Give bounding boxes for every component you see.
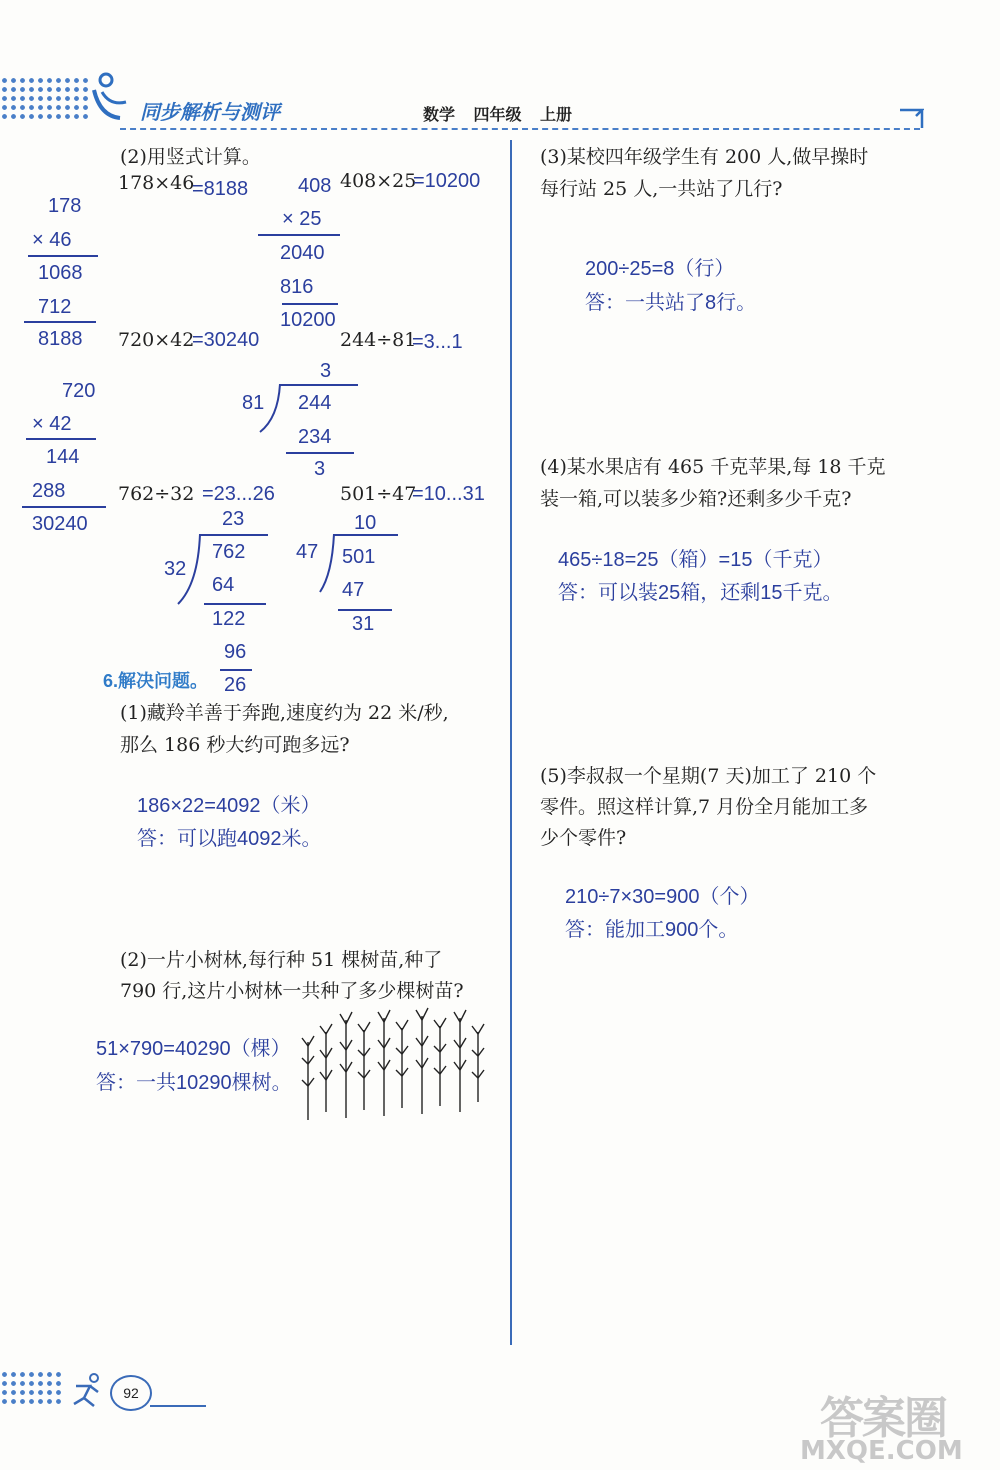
- q5-text: (5)李叔叔一个星期(7 天)加工了 210 个: [540, 765, 877, 787]
- footer-dot-pattern: [0, 1370, 62, 1406]
- p6-answer: =10...31: [412, 483, 485, 505]
- q5-answer-sentence: 答：能加工900个。: [565, 919, 739, 941]
- p1-rule: [28, 255, 98, 257]
- p1-row: 712: [38, 296, 72, 318]
- watermark-logo-text: 答案圈: [820, 1393, 946, 1444]
- p2-row: 2040: [280, 242, 325, 264]
- p2-top: 408: [298, 175, 332, 197]
- p1-row: × 46: [32, 229, 72, 251]
- column-divider: [510, 140, 512, 1345]
- p5-dividend: 762: [212, 541, 246, 563]
- p1-row: 178: [48, 195, 82, 217]
- page-header: [0, 70, 1000, 140]
- corner-arrow-icon: [898, 106, 924, 130]
- header-volume: 上册: [539, 107, 572, 124]
- q1-answer-equation: 186×22=4092（米）: [137, 795, 321, 817]
- p6-division-bracket: [318, 534, 338, 594]
- q5-answer-equation: 210÷7×30=900（个）: [565, 886, 760, 908]
- p2-row: × 25: [282, 208, 322, 230]
- q4-text: 装一箱,可以装多少箱?还剩多少千克?: [540, 488, 852, 510]
- q5-text: 少个零件?: [540, 827, 627, 849]
- p1-row: 1068: [38, 262, 83, 284]
- p4-rule: [286, 452, 354, 454]
- tree-grove-illustration: [298, 1002, 494, 1122]
- p2-answer: =10200: [413, 170, 481, 192]
- p5-rule: [220, 669, 252, 671]
- runner-icon: [68, 1372, 104, 1408]
- p1-row: 8188: [38, 328, 83, 350]
- p6-division-bar: [334, 534, 398, 536]
- q1-text: 那么 186 秒大约可跑多远?: [120, 734, 350, 756]
- header-title: 同步解析与测评: [140, 102, 280, 124]
- q2-text: 790 行,这片小树林一共种了多少棵树苗?: [120, 980, 464, 1002]
- section-6-title: 6.解决问题。: [103, 671, 209, 691]
- p3-equation: 720×42: [118, 329, 195, 351]
- p5-step: 96: [224, 641, 247, 663]
- p6-rule: [338, 609, 392, 611]
- p5-rule: [204, 603, 266, 605]
- p2-row: 10200: [280, 309, 336, 331]
- p5-divisor: 32: [164, 558, 187, 580]
- p2-equation: 408×25: [340, 170, 417, 192]
- p5-quotient: 23: [222, 508, 245, 530]
- p5-answer: =23...26: [202, 483, 275, 505]
- p2-row: 816: [280, 276, 314, 298]
- p4-product: 234: [298, 426, 332, 448]
- q4-answer-sentence: 答：可以装25箱，还剩15千克。: [558, 582, 843, 604]
- p3-row: 30240: [32, 513, 88, 535]
- header-dashed-rule: [120, 128, 920, 130]
- q5-text: 零件。照这样计算,7 月份全月能加工多: [540, 796, 869, 818]
- q3-text: (3)某校四年级学生有 200 人,做早操时: [540, 146, 869, 168]
- q2-answer-sentence: 答：一共10290棵树。: [96, 1072, 292, 1094]
- header-dot-pattern: [0, 76, 90, 120]
- q3-answer-equation: 200÷25=8（行）: [585, 258, 735, 280]
- p6-step: 47: [342, 579, 365, 601]
- q3-text: 每行站 25 人,一共站了几行?: [540, 178, 783, 200]
- q4-text: (4)某水果店有 465 千克苹果,每 18 千克: [540, 456, 886, 478]
- header-grade: 四年级: [473, 107, 522, 124]
- watermark-site: MXQE.COM: [800, 1436, 963, 1466]
- p3-row: × 42: [32, 413, 72, 435]
- p3-answer: =30240: [192, 329, 260, 351]
- p5-step: 64: [212, 574, 235, 596]
- p3-row: 720: [62, 380, 96, 402]
- p6-remainder: 31: [352, 613, 375, 635]
- p4-remainder: 3: [314, 458, 326, 480]
- p5-division-bar: [200, 534, 268, 536]
- p1-equation: 178×46: [118, 172, 195, 194]
- p1-answer: =8188: [192, 178, 249, 200]
- p4-quotient: 3: [320, 360, 332, 382]
- q1-answer-sentence: 答：可以跑4092米。: [137, 828, 322, 850]
- q2-text: (2)一片小树林,每行种 51 棵树苗,种了: [120, 949, 443, 971]
- page-number: 92: [110, 1375, 152, 1411]
- header-subject: 数学: [423, 107, 456, 124]
- p4-equation: 244÷81: [340, 329, 417, 351]
- header-meta: [423, 102, 572, 125]
- p5-equation: 762÷32: [118, 483, 195, 505]
- swimmer-logo-icon: [86, 72, 130, 124]
- q4-answer-equation: 465÷18=25（箱）=15（千克）: [558, 549, 833, 571]
- part-title: (2)用竖式计算。: [120, 146, 261, 168]
- q2-answer-equation: 51×790=40290（棵）: [96, 1038, 291, 1060]
- p4-dividend: 244: [298, 392, 332, 414]
- p6-divisor: 47: [296, 541, 319, 563]
- p4-answer: =3...1: [412, 331, 463, 353]
- p5-remainder: 26: [224, 674, 247, 696]
- footer-rule: [150, 1405, 206, 1407]
- p3-rule: [26, 438, 96, 440]
- p4-division-bar: [280, 384, 358, 386]
- q1-text: (1)藏羚羊善于奔跑,速度约为 22 米/秒,: [120, 702, 449, 724]
- p5-step: 122: [212, 608, 246, 630]
- p6-quotient: 10: [354, 512, 377, 534]
- p3-row: 144: [46, 446, 80, 468]
- p1-rule: [24, 321, 96, 323]
- p2-rule: [258, 234, 340, 236]
- p2-rule: [282, 303, 338, 305]
- p6-equation: 501÷47: [340, 483, 417, 505]
- p3-row: 288: [32, 480, 66, 502]
- p6-dividend: 501: [342, 546, 376, 568]
- p3-rule: [22, 506, 106, 508]
- p4-divisor: 81: [242, 392, 265, 414]
- q3-answer-sentence: 答：一共站了8行。: [585, 292, 757, 314]
